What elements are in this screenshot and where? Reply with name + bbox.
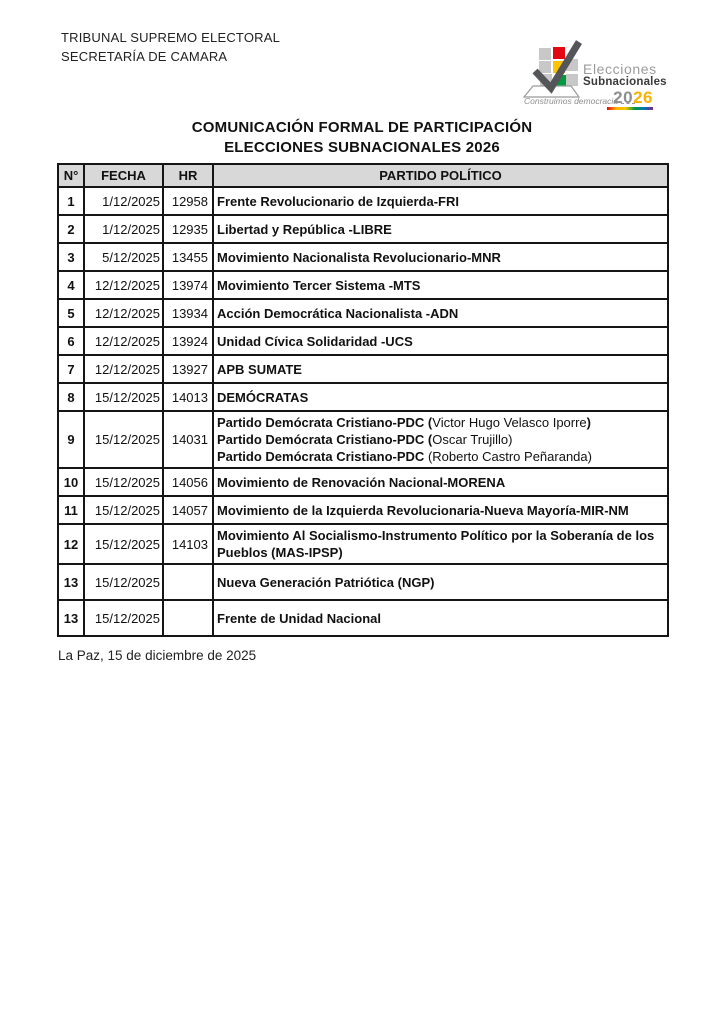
cell-num: 10 — [58, 468, 84, 496]
cell-fecha: 12/12/2025 — [84, 299, 163, 327]
logo-brand-line2: Subnacionales — [583, 76, 667, 88]
document-title — [0, 118, 724, 158]
cell-partido — [213, 564, 668, 600]
cell-partido — [213, 355, 668, 383]
logo-year-20: 20 — [613, 88, 634, 107]
table-row — [58, 243, 668, 271]
table-row — [58, 383, 668, 411]
cell-partido — [213, 215, 668, 243]
party-name-line — [217, 193, 663, 210]
logo-year-26: 26 — [633, 88, 653, 107]
cell-fecha: 15/12/2025 — [84, 468, 163, 496]
header-cell-fecha: FECHA — [84, 164, 163, 187]
cell-partido — [213, 383, 668, 411]
party-name-segment: Libertad y República -LIBRE — [217, 221, 392, 237]
cell-fecha: 15/12/2025 — [84, 600, 163, 636]
cell-hr: 12935 — [163, 215, 213, 243]
header-cell-hr: HR — [163, 164, 213, 187]
place-date-line: La Paz, 15 de diciembre de 2025 — [58, 648, 257, 663]
cell-num: 9 — [58, 411, 84, 468]
table-row — [58, 468, 668, 496]
table-row — [58, 600, 668, 636]
cell-fecha: 15/12/2025 — [84, 496, 163, 524]
party-name-line — [217, 448, 663, 465]
table-row — [58, 327, 668, 355]
table-row — [58, 411, 668, 468]
party-name-segment: Oscar Trujillo) — [432, 432, 513, 447]
party-name-segment: Partido Demócrata Cristiano-PDC ( — [217, 432, 433, 447]
participation-table — [57, 163, 669, 637]
cell-hr: 13455 — [163, 243, 213, 271]
party-name-line — [217, 474, 663, 491]
party-name-line — [217, 361, 663, 378]
org-line-1: TRIBUNAL SUPREMO ELECTORAL — [61, 30, 281, 45]
cell-num: 12 — [58, 524, 84, 564]
cell-fecha: 1/12/2025 — [84, 187, 163, 215]
cell-hr: 14013 — [163, 383, 213, 411]
party-name-segment: Movimiento de Renovación Nacional-MORENA — [217, 474, 506, 490]
cell-num: 4 — [58, 271, 84, 299]
party-name-segment: DEMÓCRATAS — [217, 389, 309, 405]
party-name-segment: Partido Demócrata Cristiano-PDC — [217, 449, 428, 464]
cell-fecha: 15/12/2025 — [84, 411, 163, 468]
table-row — [58, 299, 668, 327]
party-name-segment: Movimiento Al Socialismo-Instrumento Político por la Soberanía de los Pueblos (MAS-IPSP) — [217, 528, 655, 560]
party-name-line — [217, 414, 663, 431]
cell-fecha: 12/12/2025 — [84, 327, 163, 355]
org-line-2: SECRETARÍA DE CAMARA — [61, 49, 228, 64]
party-name-line — [217, 221, 663, 238]
cell-hr: 13934 — [163, 299, 213, 327]
cell-partido — [213, 271, 668, 299]
document-title-line2: ELECCIONES SUBNACIONALES 2026 — [224, 139, 500, 156]
cell-hr: 14057 — [163, 496, 213, 524]
cell-fecha: 1/12/2025 — [84, 215, 163, 243]
cell-num: 1 — [58, 187, 84, 215]
party-name-segment: Unidad Cívica Solidaridad -UCS — [217, 333, 413, 349]
table-row — [58, 215, 668, 243]
logo-brand-line1: Elecciones — [583, 61, 657, 77]
party-name-line — [217, 249, 663, 266]
cell-fecha: 12/12/2025 — [84, 355, 163, 383]
cell-num: 13 — [58, 564, 84, 600]
tse-elecciones-logo — [520, 30, 706, 112]
logo-wordmark — [583, 61, 667, 110]
party-name-line — [217, 527, 663, 561]
cell-hr: 13924 — [163, 327, 213, 355]
cell-num: 2 — [58, 215, 84, 243]
party-name-line — [217, 574, 663, 591]
cell-partido — [213, 411, 668, 468]
cell-partido — [213, 468, 668, 496]
party-name-segment: Movimiento Nacionalista Revolucionario-MNR — [217, 249, 501, 265]
party-name-line — [217, 389, 663, 406]
party-name-segment: Frente Revolucionario de Izquierda-FRI — [217, 193, 459, 209]
party-name-segment: APB SUMATE — [217, 361, 302, 377]
party-name-line — [217, 610, 663, 627]
logo-checkmark-icon — [528, 34, 588, 94]
cell-hr: 13974 — [163, 271, 213, 299]
document-title-line1: COMUNICACIÓN FORMAL DE PARTICIPACIÓN — [191, 119, 533, 136]
cell-hr: 12958 — [163, 187, 213, 215]
cell-num: 8 — [58, 383, 84, 411]
cell-num: 3 — [58, 243, 84, 271]
logo-rainbow-underline — [607, 107, 653, 110]
cell-num: 13 — [58, 600, 84, 636]
party-name-line — [217, 333, 663, 350]
cell-num: 5 — [58, 299, 84, 327]
party-name-line — [217, 502, 663, 519]
cell-num: 11 — [58, 496, 84, 524]
party-name-segment: Movimiento Tercer Sistema -MTS — [217, 277, 421, 293]
party-name-line — [217, 277, 663, 294]
party-name-segment: ) — [586, 415, 592, 430]
cell-hr: 14103 — [163, 524, 213, 564]
org-header — [61, 28, 280, 66]
header-cell-num: N° — [58, 164, 84, 187]
cell-fecha: 15/12/2025 — [84, 383, 163, 411]
table-row — [58, 524, 668, 564]
party-name-segment: (Roberto Castro Peñaranda) — [427, 449, 592, 464]
cell-fecha: 15/12/2025 — [84, 524, 163, 564]
table-row — [58, 496, 668, 524]
cell-hr — [163, 564, 213, 600]
cell-partido — [213, 600, 668, 636]
cell-partido — [213, 524, 668, 564]
party-name-segment: Frente de Unidad Nacional — [217, 610, 381, 626]
table-row — [58, 355, 668, 383]
cell-partido — [213, 327, 668, 355]
cell-hr: 14031 — [163, 411, 213, 468]
party-name-segment: Nueva Generación Patriótica (NGP) — [217, 574, 435, 590]
logo-tagline-text: Construimos democracia — [524, 96, 619, 106]
cell-fecha: 5/12/2025 — [84, 243, 163, 271]
cell-hr — [163, 600, 213, 636]
cell-hr: 13927 — [163, 355, 213, 383]
table-row — [58, 564, 668, 600]
cell-partido — [213, 187, 668, 215]
party-table-body — [58, 187, 668, 636]
cell-partido — [213, 496, 668, 524]
cell-partido — [213, 299, 668, 327]
cell-hr: 14056 — [163, 468, 213, 496]
cell-num: 6 — [58, 327, 84, 355]
party-name-segment: Victor Hugo Velasco Iporre — [432, 415, 587, 430]
table-row — [58, 187, 668, 215]
cell-num: 7 — [58, 355, 84, 383]
logo-year — [583, 89, 653, 107]
cell-fecha: 12/12/2025 — [84, 271, 163, 299]
party-name-segment: Movimiento de la Izquierda Revolucionaria-Nueva Mayoría-MIR-NM — [217, 502, 629, 518]
header-cell-partido: PARTIDO POLÍTICO — [213, 164, 668, 187]
cell-partido — [213, 243, 668, 271]
party-name-line — [217, 305, 663, 322]
party-name-line — [217, 431, 663, 448]
cell-fecha: 15/12/2025 — [84, 564, 163, 600]
party-name-segment: Partido Demócrata Cristiano-PDC ( — [217, 415, 433, 430]
party-name-segment: Acción Democrática Nacionalista -ADN — [217, 305, 459, 321]
table-header-row — [58, 164, 668, 187]
table-row — [58, 271, 668, 299]
